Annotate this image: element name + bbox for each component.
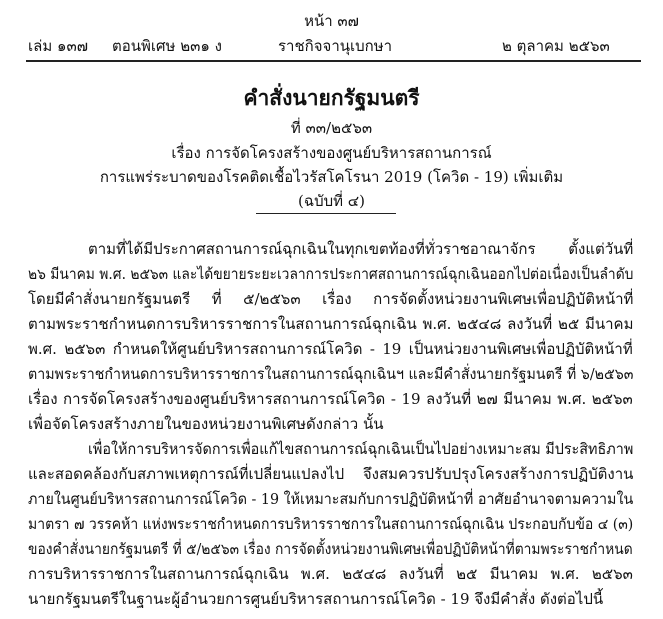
publication-date: ๒ ตุลาคม ๒๕๖๓ [502,37,610,55]
paragraph-2-line: ของคำสั่งนายกรัฐมนตรี ที่ ๕/๒๕๖๓ เรื่อง การจัดตั้งหน่วยงานพิเศษเพื่อปฏิบัติหน้าที่ตามพระราชกำหนด [28,540,633,558]
header-divider [26,60,641,62]
paragraph-2-line: การบริหารราชการในสถานการณ์ฉุกเฉิน พ.ศ. ๒๕๔๘ ลงวันที่ ๒๕ มีนาคม พ.ศ. ๒๕๖๓ [28,565,633,583]
paragraph-1-line: โดยมีคำสั่งนายกรัฐมนตรี ที่ ๕/๒๕๖๓ เรื่อง การจัดตั้งหน่วยงานพิเศษเพื่อปฏิบัติหน้าที่ [28,290,634,308]
paragraph-1-line: ตามพระราชกำหนดการบริหารราชการในสถานการณ์ฉุกเฉินฯ และมีคำสั่งนายกรัฐมนตรี ที่ ๖/๒๕๖๓ [28,365,634,383]
paragraph-1-line: ๒๖ มีนาคม พ.ศ. ๒๕๖๓ และได้ขยายระยะเวลาการประกาศสถานการณ์ฉุกเฉินออกไปต่อเนื่องเป็นลำดับ [28,265,634,283]
paragraph-2-line: เพื่อให้การบริหารจัดการเพื่อแก้ไขสถานการณ์ฉุกเฉินเป็นไปอย่างเหมาะสม มีประสิทธิภาพ [88,440,634,458]
paragraph-2-line: นายกรัฐมนตรีในฐานะผู้อำนวยการศูนย์บริหารสถานการณ์โควิด - 19 จึงมีคำสั่ง ดังต่อไปนี้ [28,590,604,608]
paragraph-2-line: ภายในศูนย์บริหารสถานการณ์โควิด - 19 ให้เหมาะสมกับการปฏิบัติหน้าที่ อาศัยอำนาจตามความใน [28,490,634,508]
special-section: ตอนพิเศษ ๒๓๑ ง [112,37,222,55]
gazette-name: ราชกิจจานุเบกษา [278,37,393,55]
paragraph-1-line: เพื่อจัดโครงสร้างภายในของหน่วยงานพิเศษดังกล่าว นั้น [28,415,384,433]
page-number: หน้า ๓๗ [304,12,359,30]
paragraph-1-line: พ.ศ. ๒๕๖๓ กำหนดให้ศูนย์บริหารสถานการณ์โควิด - 19 เป็นหน่วยงานพิเศษเพื่อปฏิบัติหน้าที่ [28,340,633,358]
order-title: คำสั่งนายกรัฐมนตรี [243,85,420,110]
order-subject-line-1: เรื่อง การจัดโครงสร้างของศูนย์บริหารสถานการณ์ [171,144,492,162]
volume-number: เล่ม ๑๓๗ [28,37,89,55]
order-subject-line-2: การแพร่ระบาดของโรคติดเชื้อไวรัสโคโรนา 2019 (โควิด - 19) เพิ่มเติม [99,168,564,186]
order-edition: (ฉบับที่ ๔) [298,192,365,210]
paragraph-1-line: ตามที่ได้มีประกาศสถานการณ์ฉุกเฉินในทุกเขตท้องที่ทั่วราชอาณาจักร ตั้งแต่วันที่ [88,240,634,258]
paragraph-1-line: ตามพระราชกำหนดการบริหารราชการในสถานการณ์ฉุกเฉิน พ.ศ. ๒๕๔๘ ลงวันที่ ๒๕ มีนาคม [28,315,634,333]
title-divider [256,213,396,214]
order-number: ที่ ๓๓/๒๕๖๓ [290,119,373,137]
paragraph-2-line: และสอดคล้องกับสภาพเหตุการณ์ที่เปลี่ยนแปลงไป จึงสมควรปรับปรุงโครงสร้างการปฏิบัติงาน [28,465,634,483]
gazette-header [28,34,638,56]
paragraph-2-line: มาตรา ๗ วรรคห้า แห่งพระราชกำหนดการบริหารราชการในสถานการณ์ฉุกเฉิน ประกอบกับข้อ ๔ (๓) [28,515,634,533]
paragraph-1-line: เรื่อง การจัดโครงสร้างของศูนย์บริหารสถานการณ์โควิด - 19 ลงวันที่ ๒๗ มีนาคม พ.ศ. ๒๕๖๓ [28,390,633,408]
